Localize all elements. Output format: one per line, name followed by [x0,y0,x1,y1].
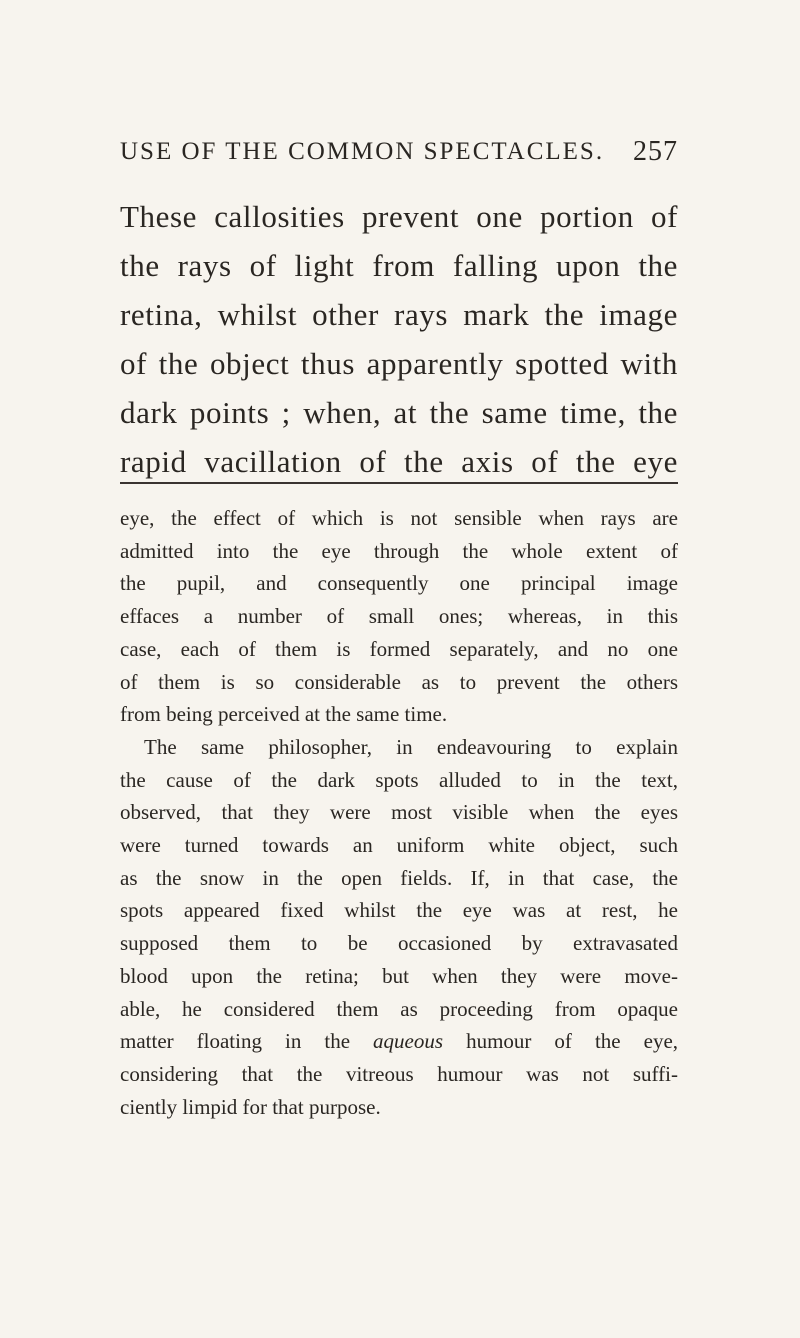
footnote-line: the pupil, and consequently one principal image [120,571,678,596]
main-text-line: the rays of light from falling upon the [120,248,678,283]
footnote-line: effaces a number of small ones; whereas, in this [120,604,678,629]
footnote-text-after-italic: humour of the eye, [466,1029,679,1054]
footnote-line: The same philosopher, in endeavouring to explain [144,734,678,759]
footnote-rule [120,482,678,484]
footnote-line: as the snow in the open fields. If, in that case, the [120,865,678,890]
page-number: 257 [633,136,678,167]
running-title: USE OF THE COMMON SPECTACLES. [120,138,605,165]
footnote-line: able, he considered them as proceeding from opaque [120,996,678,1021]
footnote-line: case, each of them is formed separately, and no one [120,636,678,661]
footnote-line: of them is so considerable as to prevent the others [120,669,678,694]
footnote-text-before-italic: matter floating in the [120,1029,351,1054]
footnote-line: ciently limpid for that purpose. [120,1094,381,1119]
footnote-line: from being perceived at the same time. [120,702,448,727]
footnote-line: considering that the vitreous humour was not suffi- [120,1061,678,1086]
footnote [120,502,678,1123]
footnote-line: were turned towards an uniform white object, such [120,833,678,858]
footnote-line: observed, that they were most visible when the eyes [120,800,678,825]
italic-word-aqueous: aqueous [373,1029,444,1054]
footnote-line: blood upon the retina; but when they were move- [120,963,678,988]
footnote-line: the cause of the dark spots alluded to in the text, [120,767,678,792]
footnote-line: eye, the effect of which is not sensible when rays are [120,506,678,530]
footnote-line: admitted into the eye through the whole extent of [120,538,678,563]
footnote-line: supposed them to be occasioned by extravasated [120,931,678,956]
main-text-line: retina, whilst other rays mark the image [120,297,678,332]
footnote-line: spots appeared fixed whilst the eye was at rest, he [120,898,678,923]
footnote-line-with-italic [120,1025,678,1058]
main-text [120,192,678,486]
main-text-line: of the object thus apparently spotted with [120,346,678,381]
main-text-line: These callosities prevent one portion of [120,199,678,234]
main-text-line: rapid vacillation of the axis of the eye [120,444,678,479]
main-text-line: dark points ; when, at the same time, the [120,395,678,430]
